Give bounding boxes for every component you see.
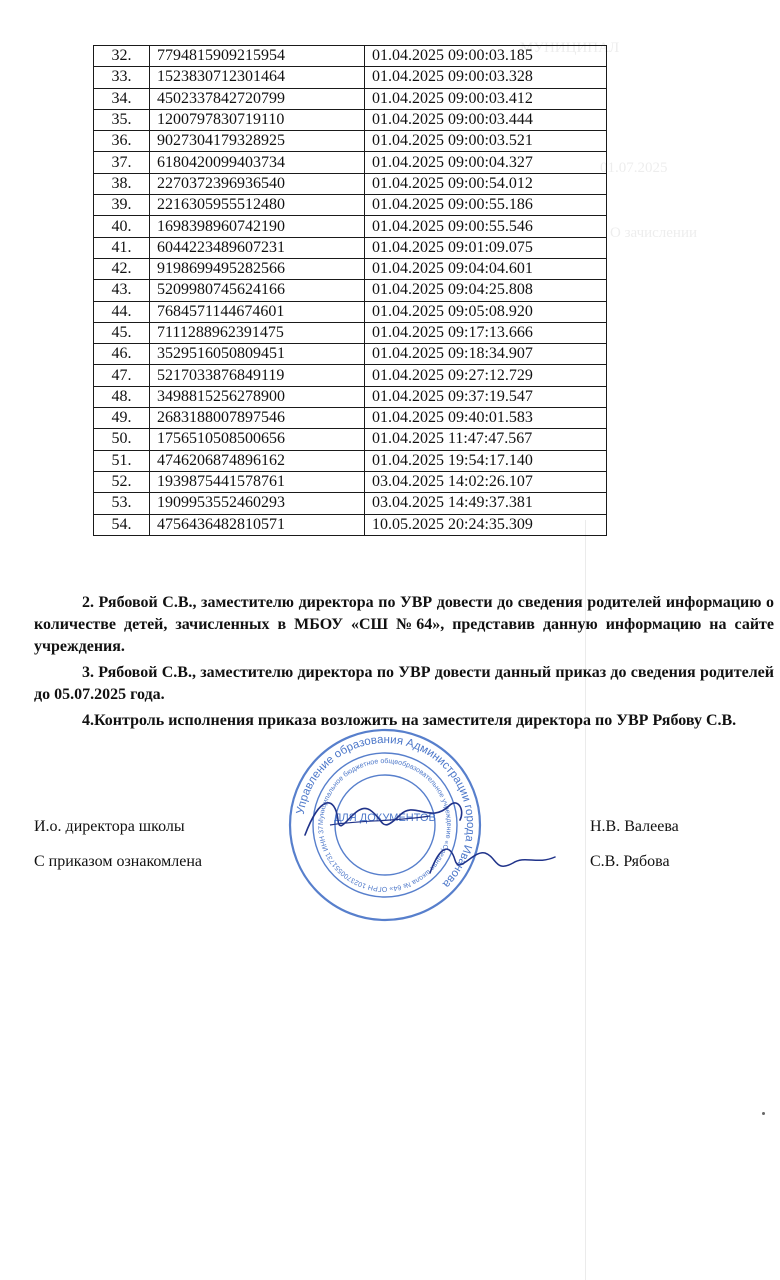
- application-code: 5209980745624166: [150, 280, 365, 301]
- row-number: 37.: [94, 152, 150, 173]
- application-datetime: 01.04.2025 11:47:47.567: [365, 429, 607, 450]
- paragraph-2-text: 2. Рябовой С.В., заместителю директора по УВР довести до сведения родителей информацию о количестве детей, зачисленных в МБОУ «СШ №64», представив данную информацию на сайте учреждения.: [34, 594, 774, 655]
- row-number: 43.: [94, 280, 150, 301]
- table-row: [94, 301, 607, 322]
- paragraph-3-text: 3. Рябовой С.В., заместителю директора по УВР довести данный приказ до сведения родителей до 05.07.2025 года.: [34, 664, 774, 703]
- stamp-center-text: ДЛЯ ДОКУМЕНТОВ: [334, 812, 436, 824]
- application-code: 4746206874896162: [150, 450, 365, 471]
- row-number: 44.: [94, 301, 150, 322]
- enrollment-table: [93, 45, 607, 536]
- application-datetime: 01.04.2025 19:54:17.140: [365, 450, 607, 471]
- row-number: 45.: [94, 322, 150, 343]
- table-row: [94, 493, 607, 514]
- application-code: 1756510508500656: [150, 429, 365, 450]
- table-row: [94, 237, 607, 258]
- row-number: 46.: [94, 344, 150, 365]
- acknowledgement-label: С приказом ознакомлена: [34, 853, 202, 870]
- row-number: 34.: [94, 88, 150, 109]
- table-row: [94, 429, 607, 450]
- application-datetime: 01.04.2025 09:05:08.920: [365, 301, 607, 322]
- application-datetime: 01.04.2025 09:00:03.521: [365, 131, 607, 152]
- application-datetime: 01.04.2025 09:17:13.666: [365, 322, 607, 343]
- paragraph-4-text: 4.Контроль исполнения приказа возложить на заместителя директора по УВР Рябову С.В.: [82, 712, 737, 729]
- row-number: 51.: [94, 450, 150, 471]
- application-code: 2270372396936540: [150, 173, 365, 194]
- application-code: 3529516050809451: [150, 344, 365, 365]
- table-row: [94, 344, 607, 365]
- application-datetime: 01.04.2025 09:18:34.907: [365, 344, 607, 365]
- application-code: 1909953552460293: [150, 493, 365, 514]
- application-code: 9027304179328925: [150, 131, 365, 152]
- application-code: 3498815256278900: [150, 386, 365, 407]
- paragraph-2: [34, 592, 774, 658]
- application-code: 2683188007897546: [150, 408, 365, 429]
- row-number: 40.: [94, 216, 150, 237]
- row-number: 49.: [94, 408, 150, 429]
- application-datetime: 01.04.2025 09:00:55.186: [365, 195, 607, 216]
- row-number: 48.: [94, 386, 150, 407]
- table-row: [94, 67, 607, 88]
- table-row: [94, 514, 607, 535]
- table-row: [94, 195, 607, 216]
- application-datetime: 01.04.2025 09:04:04.601: [365, 258, 607, 279]
- row-number: 54.: [94, 514, 150, 535]
- application-datetime: 01.04.2025 09:40:01.583: [365, 408, 607, 429]
- application-code: 9198699495282566: [150, 258, 365, 279]
- table-row: [94, 471, 607, 492]
- application-code: 4756436482810571: [150, 514, 365, 535]
- table-row: [94, 46, 607, 67]
- application-code: 1698398960742190: [150, 216, 365, 237]
- table-row: [94, 408, 607, 429]
- application-code: 1200797830719110: [150, 109, 365, 130]
- row-number: 39.: [94, 195, 150, 216]
- application-datetime: 01.04.2025 09:00:03.328: [365, 67, 607, 88]
- row-number: 53.: [94, 493, 150, 514]
- enrollment-table-body: [94, 46, 607, 536]
- director-label: И.о. директора школы: [34, 818, 185, 835]
- application-code: 1939875441578761: [150, 471, 365, 492]
- row-number: 52.: [94, 471, 150, 492]
- application-datetime: 01.04.2025 09:00:03.444: [365, 109, 607, 130]
- bleed-through-text: О зачислении: [610, 225, 698, 241]
- table-row: [94, 88, 607, 109]
- application-datetime: 01.04.2025 09:01:09.075: [365, 237, 607, 258]
- director-name: Н.В. Валеева: [590, 818, 679, 835]
- application-datetime: 01.04.2025 09:00:04.327: [365, 152, 607, 173]
- application-code: 6180420099403734: [150, 152, 365, 173]
- application-code: 2216305955512480: [150, 195, 365, 216]
- application-datetime: 01.04.2025 09:04:25.808: [365, 280, 607, 301]
- row-number: 50.: [94, 429, 150, 450]
- row-number: 36.: [94, 131, 150, 152]
- table-row: [94, 109, 607, 130]
- application-code: 7111288962391475: [150, 322, 365, 343]
- stamp-middle-text: Муниципальное бюджетное общеобразовательное учреждение «Средняя школа № 64» ОГРН 1023700551731 ИНН 37: [317, 757, 453, 893]
- application-datetime: 03.04.2025 14:02:26.107: [365, 471, 607, 492]
- bleed-through-text: 01.07.2025: [600, 160, 668, 176]
- application-code: 7794815909215954: [150, 46, 365, 67]
- bleed-through-text: МУНИЦИПАЛ: [520, 40, 620, 56]
- table-row: [94, 173, 607, 194]
- table-row: [94, 280, 607, 301]
- table-row: [94, 386, 607, 407]
- speck: [762, 1112, 765, 1115]
- application-code: 6044223489607231: [150, 237, 365, 258]
- application-code: 5217033876849119: [150, 365, 365, 386]
- application-datetime: 01.04.2025 09:37:19.547: [365, 386, 607, 407]
- paragraph-3: [34, 662, 774, 706]
- acknowledgement-signature: [425, 835, 565, 885]
- table-row: [94, 152, 607, 173]
- application-code: 4502337842720799: [150, 88, 365, 109]
- row-number: 42.: [94, 258, 150, 279]
- table-row: [94, 216, 607, 237]
- application-datetime: 03.04.2025 14:49:37.381: [365, 493, 607, 514]
- table-row: [94, 131, 607, 152]
- row-number: 47.: [94, 365, 150, 386]
- row-number: 38.: [94, 173, 150, 194]
- table-row: [94, 322, 607, 343]
- application-code: 1523830712301464: [150, 67, 365, 88]
- application-datetime: 10.05.2025 20:24:35.309: [365, 514, 607, 535]
- table-row: [94, 365, 607, 386]
- application-datetime: 01.04.2025 09:00:55.546: [365, 216, 607, 237]
- application-datetime: 01.04.2025 09:00:03.412: [365, 88, 607, 109]
- table-row: [94, 450, 607, 471]
- stamp-outer-text: Управление образования Администрации города Иванова: [294, 733, 477, 890]
- application-datetime: 01.04.2025 09:00:03.185: [365, 46, 607, 67]
- acknowledgement-name: С.В. Рябова: [590, 853, 670, 870]
- row-number: 32.: [94, 46, 150, 67]
- row-number: 35.: [94, 109, 150, 130]
- application-code: 7684571144674601: [150, 301, 365, 322]
- table-row: [94, 258, 607, 279]
- application-datetime: 01.04.2025 09:00:54.012: [365, 173, 607, 194]
- row-number: 41.: [94, 237, 150, 258]
- application-datetime: 01.04.2025 09:27:12.729: [365, 365, 607, 386]
- row-number: 33.: [94, 67, 150, 88]
